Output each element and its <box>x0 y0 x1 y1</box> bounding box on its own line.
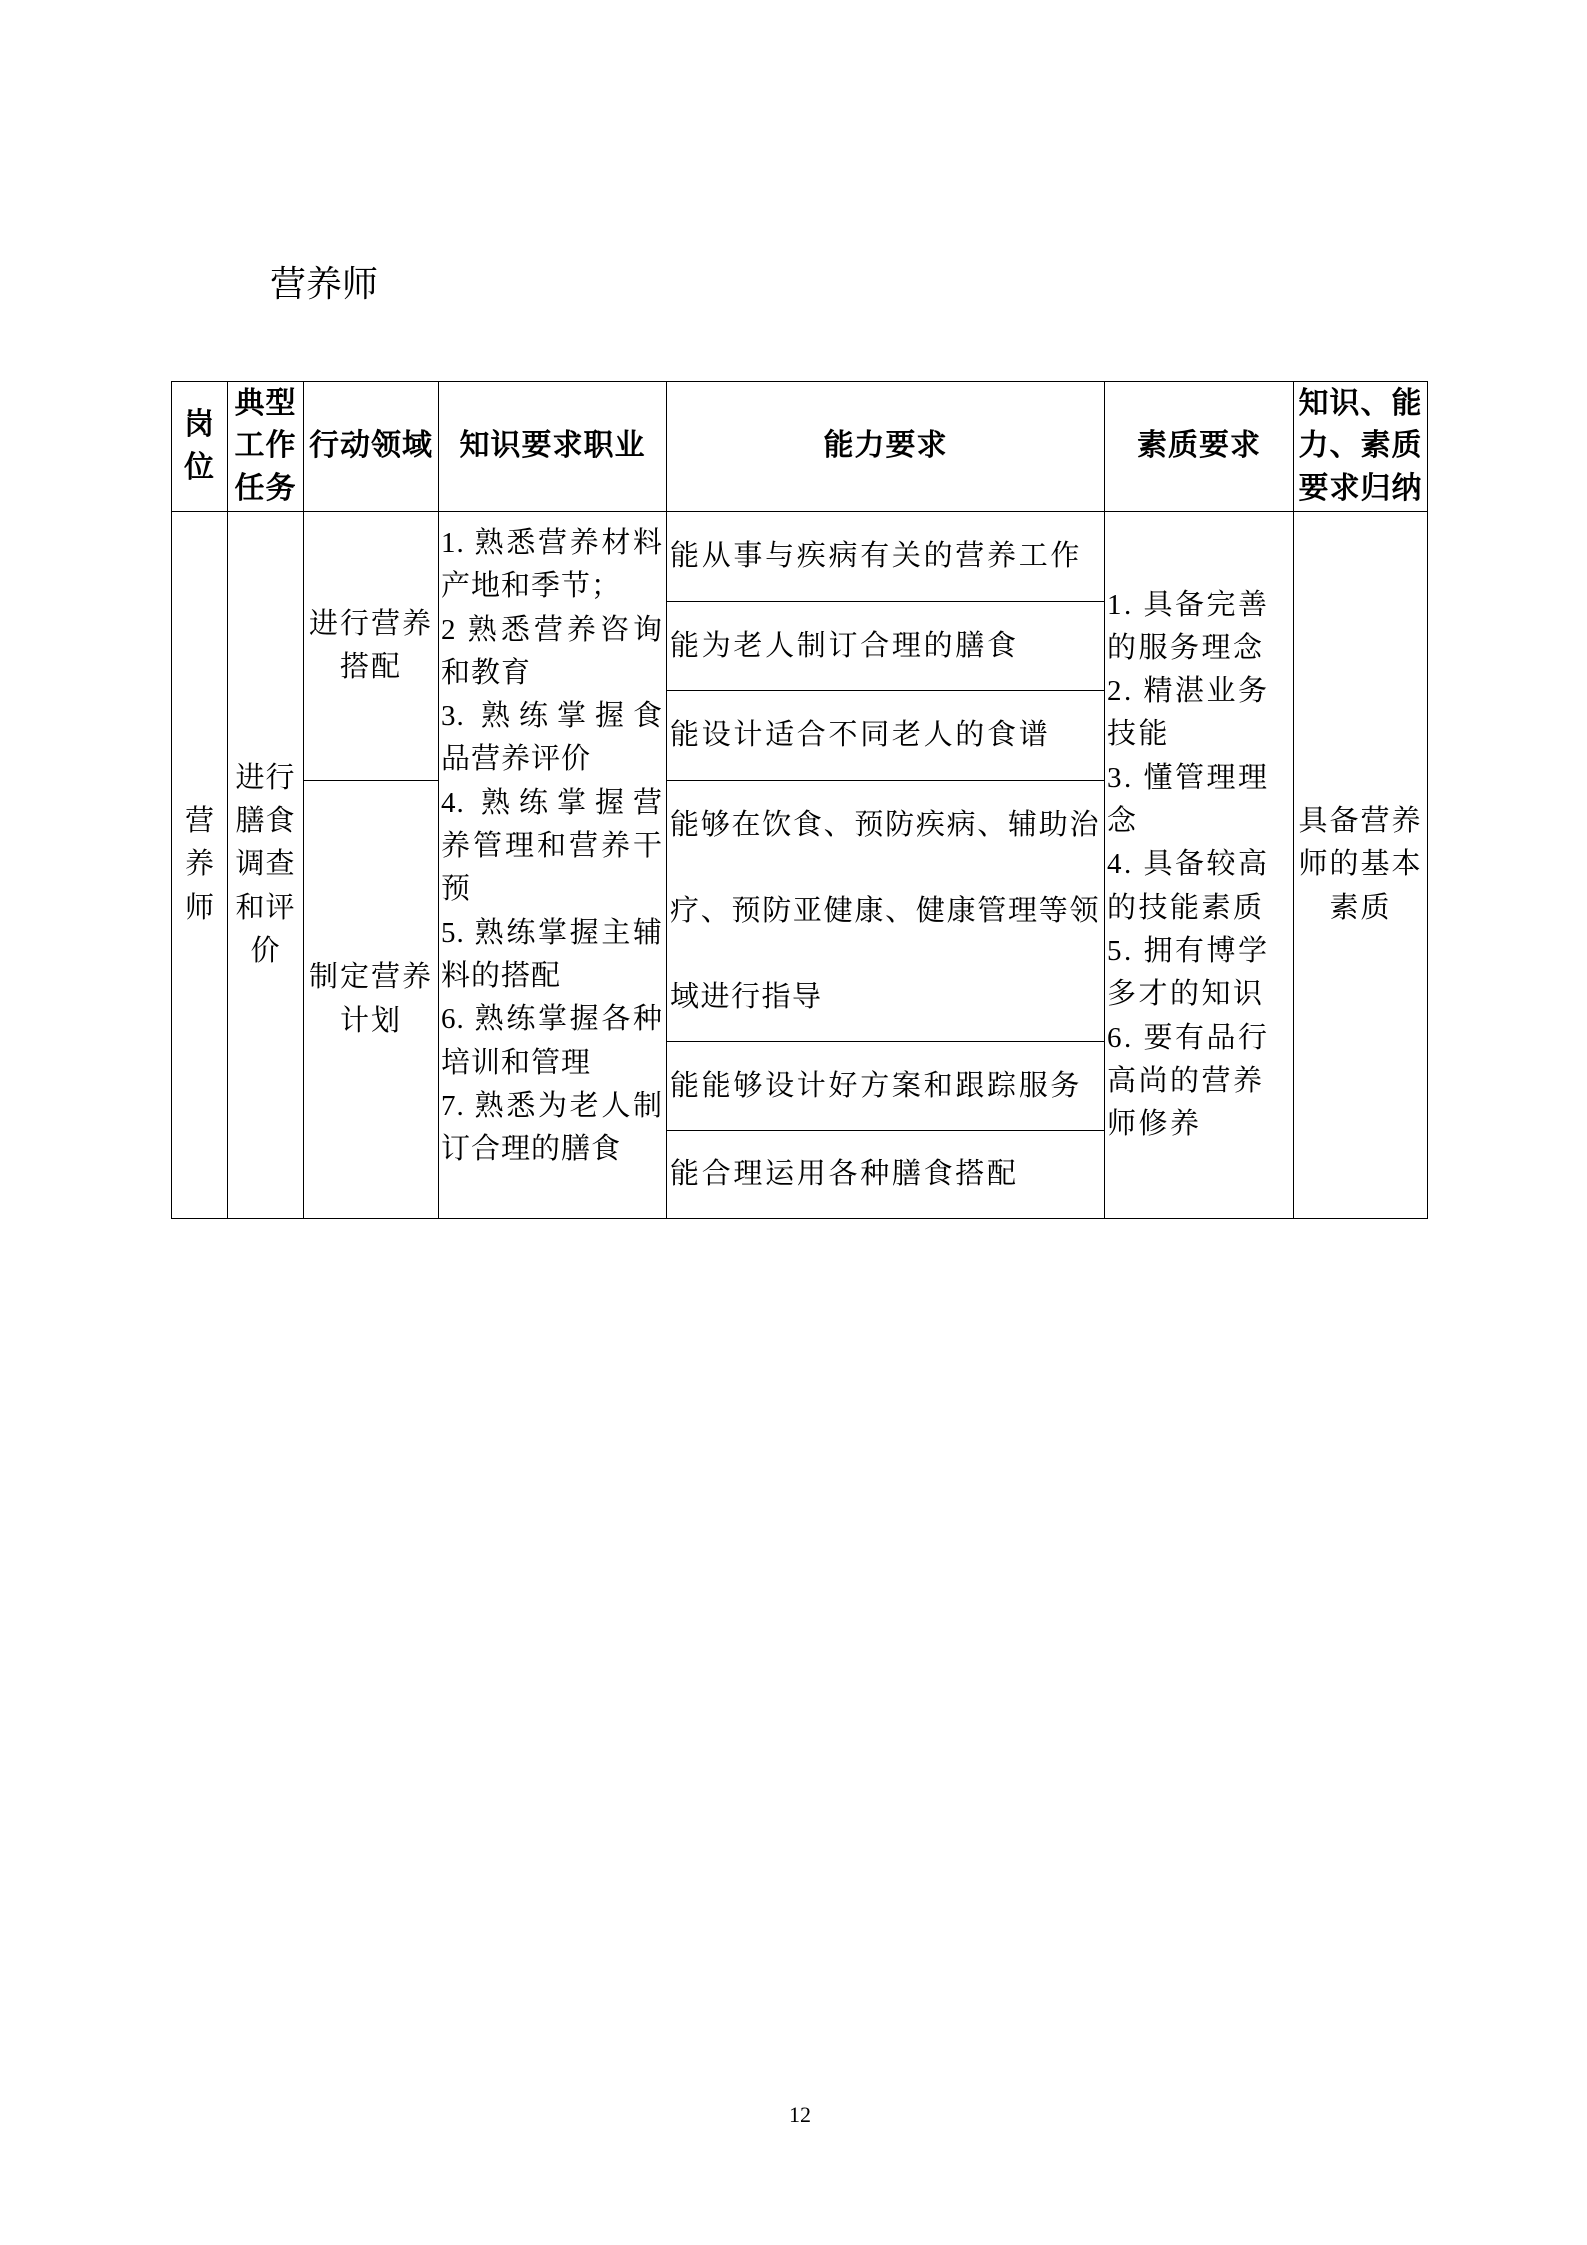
quality-line: 技能 <box>1107 718 1171 751</box>
post-cell <box>172 512 228 1219</box>
ability-text: 能为老人制订合理的膳食 <box>670 629 1019 662</box>
quality-line: 1. 具备完善 <box>1107 588 1270 621</box>
header-knowledge-label: 知识要求职业 <box>459 429 646 463</box>
knowledge-line: 5. 熟练掌握主辅 <box>441 916 663 949</box>
page-number: 12 <box>789 2102 811 2127</box>
header-quality <box>1105 382 1294 512</box>
header-post <box>172 382 228 512</box>
header-typical-task-label: 典型工作任务 <box>234 386 297 505</box>
ability-text: 能从事与疾病有关的营养工作 <box>670 540 1083 572</box>
ability-cell <box>667 1042 1105 1131</box>
knowledge-line: 养管理和营养干 <box>441 830 663 863</box>
quality-line: 高尚的营养 <box>1107 1064 1265 1097</box>
knowledge-item <box>441 912 663 999</box>
ability-cell <box>667 512 1105 602</box>
knowledge-line: 料的搭配 <box>441 959 562 992</box>
knowledge-item <box>441 695 663 782</box>
knowledge-line: 7. 熟悉为老人制 <box>441 1089 663 1122</box>
quality-line: 多才的知识 <box>1107 978 1265 1011</box>
ability-text: 能能够设计好方案和跟踪服务 <box>670 1069 1083 1102</box>
quality-item <box>1107 930 1293 1017</box>
typical-task-cell <box>228 512 304 1219</box>
quality-line: 6. 要有品行 <box>1107 1021 1270 1054</box>
knowledge-line: 和教育 <box>441 656 532 689</box>
header-ability-label: 能力要求 <box>823 429 948 463</box>
knowledge-item <box>441 522 663 609</box>
knowledge-line: 订合理的膳食 <box>441 1133 622 1166</box>
header-typical-task <box>228 382 304 512</box>
post-text: 营养师 <box>184 805 214 924</box>
ability-text: 能设计适合不同老人的食谱 <box>670 719 1051 751</box>
typical-task-text: 进行膳食调查和评价 <box>235 761 296 967</box>
quality-line: 师修养 <box>1107 1108 1202 1141</box>
knowledge-list <box>441 522 663 1171</box>
quality-line: 的技能素质 <box>1107 891 1265 924</box>
summary-text: 具备营养师的基本素质 <box>1298 805 1423 924</box>
knowledge-line: 预 <box>441 873 472 906</box>
ability-cell <box>667 781 1105 1042</box>
ability-cell <box>667 602 1105 691</box>
action-domain-cell <box>304 512 439 781</box>
knowledge-line: 1. 熟悉营养材料 <box>441 527 663 559</box>
knowledge-item <box>441 998 663 1085</box>
header-knowledge <box>439 382 667 512</box>
ability-text: 能够在饮食、预防疾病、辅助治疗、预防亚健康、健康管理等领域进行指导 <box>670 809 1100 1013</box>
quality-item <box>1107 670 1293 757</box>
header-summary <box>1294 382 1428 512</box>
quality-line: 5. 拥有博学 <box>1107 934 1270 967</box>
knowledge-item <box>441 782 663 912</box>
summary-cell <box>1294 512 1428 1219</box>
quality-line: 念 <box>1107 805 1139 838</box>
knowledge-line: 3. 熟练掌握食 <box>441 700 663 733</box>
knowledge-line: 6. 熟练掌握各种 <box>441 1003 663 1036</box>
knowledge-line: 2 熟悉营养咨询 <box>441 613 663 646</box>
quality-line: 2. 精湛业务 <box>1107 675 1270 708</box>
knowledge-line: 品营养评价 <box>441 743 592 776</box>
action-domain-cell <box>304 781 439 1219</box>
header-action-domain-label: 行动领域 <box>309 429 433 463</box>
quality-item <box>1107 1017 1293 1147</box>
knowledge-cell <box>439 512 667 1219</box>
ability-text: 能合理运用各种膳食搭配 <box>670 1158 1019 1190</box>
quality-line: 的服务理念 <box>1107 631 1265 664</box>
header-action-domain <box>304 382 439 512</box>
knowledge-line: 培训和管理 <box>441 1046 592 1079</box>
action-domain-text: 制定营养计划 <box>308 961 433 1037</box>
header-summary-label: 知识、能力、素质要求归纳 <box>1298 386 1423 505</box>
knowledge-item <box>441 1085 663 1172</box>
quality-item <box>1107 843 1293 930</box>
quality-line: 3. 懂管理理 <box>1107 761 1270 794</box>
quality-list <box>1107 584 1293 1147</box>
page-title: 营养师 <box>270 264 379 304</box>
quality-line: 4. 具备较高 <box>1107 848 1270 881</box>
ability-cell <box>667 1131 1105 1219</box>
ability-cell <box>667 691 1105 781</box>
quality-item <box>1107 584 1293 671</box>
action-domain-text: 进行营养搭配 <box>308 607 433 683</box>
knowledge-line: 产地和季节； <box>441 570 622 603</box>
header-ability <box>667 382 1105 512</box>
quality-cell <box>1105 512 1294 1219</box>
requirements-table <box>171 381 1428 1219</box>
knowledge-line: 4. 熟练掌握营 <box>441 786 663 819</box>
header-post-label: 岗位 <box>184 408 215 484</box>
quality-item <box>1107 757 1293 844</box>
knowledge-item <box>441 609 663 696</box>
header-quality-label: 素质要求 <box>1137 429 1261 463</box>
